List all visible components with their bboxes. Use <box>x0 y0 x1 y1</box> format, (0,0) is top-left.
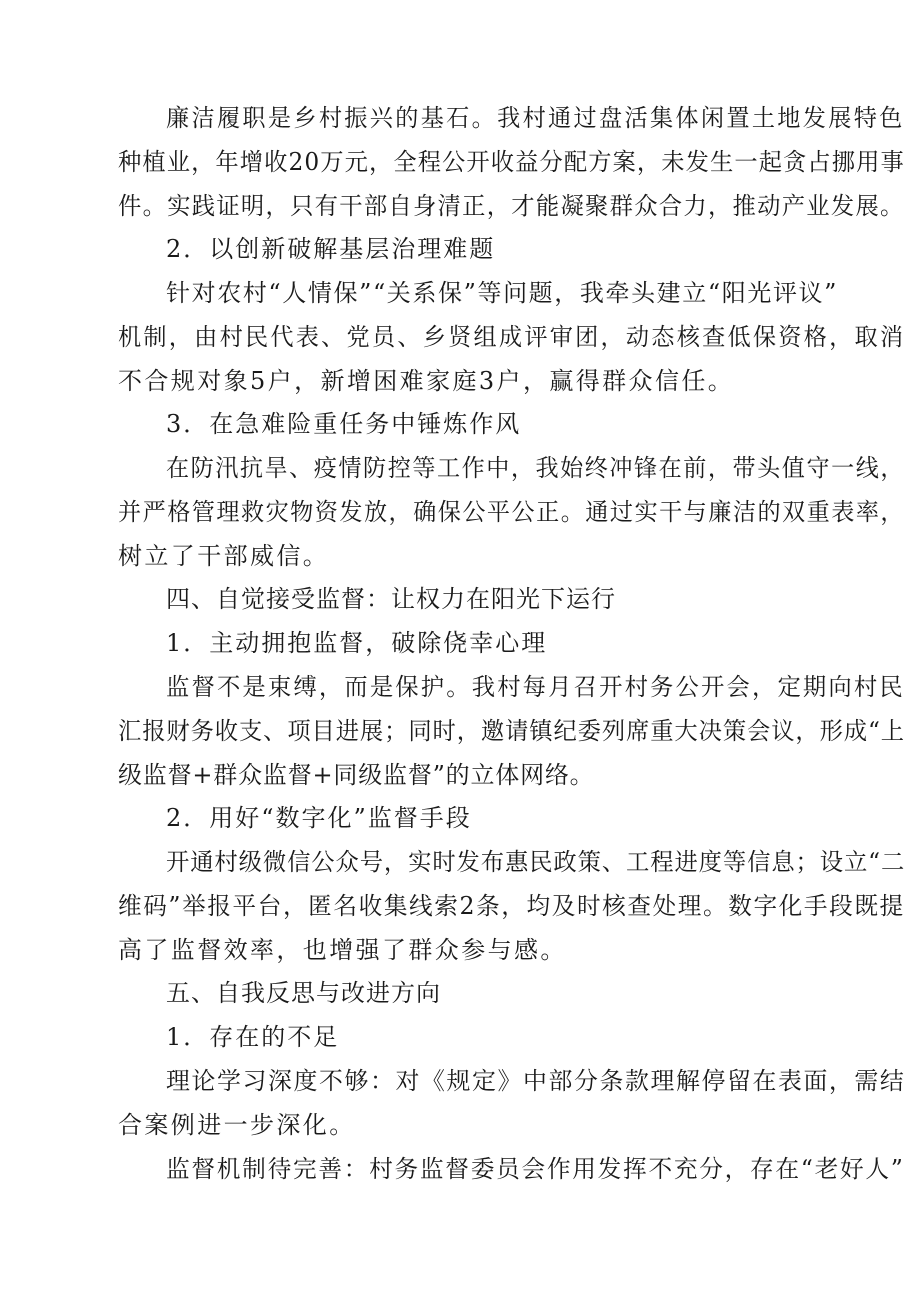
subheading: 3．在急难险重任务中锤炼作风 <box>166 410 522 438</box>
paragraph-line: 监督不是束缚，而是保护。我村每月召开村务公开会，定期向村民 <box>166 673 905 701</box>
section-heading: 五、自我反思与改进方向 <box>166 979 441 1007</box>
paragraph-line: 树立了干部威信。 <box>118 542 330 570</box>
paragraph-line: 并严格管理救灾物资发放，确保公平公正。通过实干与廉洁的双重表率， <box>118 498 906 526</box>
paragraph-line: 在防汛抗旱、疫情防控等工作中，我始终冲锋在前，带头值守一线， <box>166 454 905 482</box>
subheading: 2．用好“数字化”监督手段 <box>166 804 472 832</box>
paragraph-line: 汇报财务收支、项目进展；同时，邀请镇纪委列席重大决策会议，形成“上 <box>118 717 905 745</box>
subheading: 1．主动拥抱监督，破除侥幸心理 <box>166 629 548 657</box>
paragraph-line: 合案例进一步深化。 <box>118 1111 356 1139</box>
paragraph-line: 不合规对象5户，新增困难家庭3户，赢得群众信任。 <box>118 367 735 395</box>
paragraph-line: 机制，由村民代表、党员、乡贤组成评审团，动态核查低保资格，取消 <box>118 323 906 351</box>
paragraph-line: 件。实践证明，只有干部自身清正，才能凝聚群众合力，推动产业发展。 <box>118 192 905 220</box>
paragraph-line: 监督机制待完善：村务监督委员会作用发挥不充分，存在“老好人” <box>166 1155 905 1183</box>
paragraph-line: 维码”举报平台，匿名收集线索2条，均及时核查处理。数字化手段既提 <box>118 892 905 920</box>
paragraph-line: 种植业，年增收20万元，全程公开收益分配方案，未发生一起贪占挪用事 <box>118 148 905 176</box>
subheading: 2．以创新破解基层治理难题 <box>166 235 496 263</box>
paragraph-line: 针对农村“人情保”“关系保”等问题，我牵头建立“阳光评议” <box>166 279 839 307</box>
section-heading: 四、自觉接受监督：让权力在阳光下运行 <box>166 585 616 613</box>
paragraph-line: 理论学习深度不够：对《规定》中部分条款理解停留在表面，需结 <box>166 1067 906 1095</box>
paragraph-line: 廉洁履职是乡村振兴的基石。我村通过盘活集体闲置土地发展特色 <box>166 104 905 132</box>
subheading: 1．存在的不足 <box>166 1023 340 1051</box>
paragraph-line: 级监督+群众监督+同级监督”的立体网络。 <box>118 761 595 789</box>
paragraph-line: 高了监督效率，也增强了群众参与感。 <box>118 936 567 964</box>
paragraph-line: 开通村级微信公众号，实时发布惠民政策、工程进度等信息；设立“二 <box>166 848 906 876</box>
